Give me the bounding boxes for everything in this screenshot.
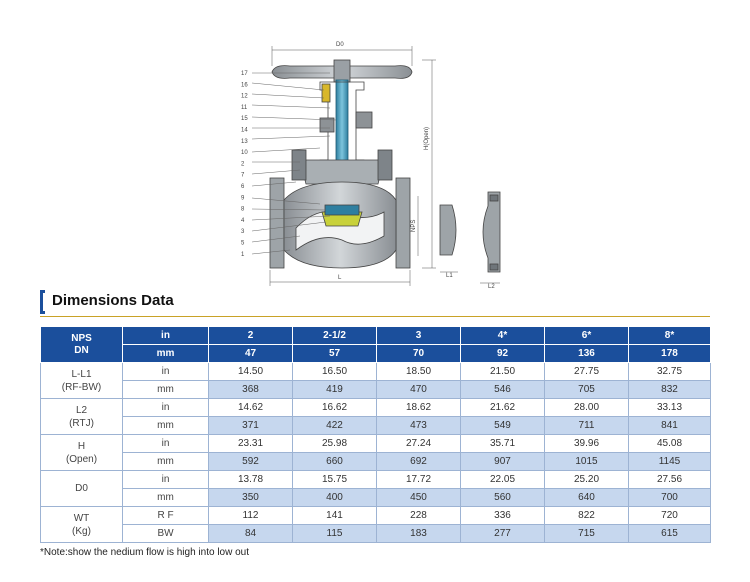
dim-h-open: H(Open) (424, 126, 430, 150)
value-cell: 21.62 (461, 399, 545, 417)
unit-cell: mm (123, 453, 209, 471)
parameter-label-line: L2 (75, 404, 88, 416)
value-cell: 18.62 (377, 399, 461, 417)
table-row (41, 489, 711, 507)
callout-number: 9 (241, 195, 245, 202)
value-cell: 470 (377, 381, 461, 399)
parameter-label (41, 363, 123, 399)
parameter-label (41, 507, 123, 543)
callout-number: 5 (241, 240, 245, 247)
parameter-label (41, 435, 123, 471)
value-cell: 25.20 (545, 471, 629, 489)
callout-number: 10 (241, 150, 248, 157)
unit-cell: mm (123, 489, 209, 507)
size-mm-header: 57 (293, 345, 377, 363)
callout-number: 15 (241, 116, 248, 123)
value-cell: 473 (377, 417, 461, 435)
value-cell: 720 (629, 507, 711, 525)
table-row (41, 417, 711, 435)
unit-header-in: in (123, 327, 209, 345)
callout-number: 13 (241, 138, 248, 145)
value-cell: 18.50 (377, 363, 461, 381)
value-cell: 14.62 (209, 399, 293, 417)
unit-cell: mm (123, 381, 209, 399)
size-in-header: 4* (461, 327, 545, 345)
footnote: *Note:show the nedium flow is high into low out (40, 547, 250, 558)
unit-cell: in (123, 363, 209, 381)
parameter-label-line: H (77, 440, 86, 452)
value-cell: 592 (209, 453, 293, 471)
value-cell: 21.50 (461, 363, 545, 381)
handwheel (272, 60, 412, 82)
size-mm-header: 136 (545, 345, 629, 363)
value-cell: 368 (209, 381, 293, 399)
value-cell: 1145 (629, 453, 711, 471)
value-cell: 822 (545, 507, 629, 525)
value-cell: 546 (461, 381, 545, 399)
value-cell: 832 (629, 381, 711, 399)
value-cell: 450 (377, 489, 461, 507)
value-cell: 115 (293, 525, 377, 543)
value-cell: 692 (377, 453, 461, 471)
value-cell: 711 (545, 417, 629, 435)
value-cell: 33.13 (629, 399, 711, 417)
part-callout-labels (241, 71, 248, 258)
value-cell: 32.75 (629, 363, 711, 381)
value-cell: 39.96 (545, 435, 629, 453)
value-cell: 28.00 (545, 399, 629, 417)
valve-body (270, 178, 410, 268)
table-row (41, 471, 711, 489)
dim-l1: L1 (446, 273, 453, 279)
dn-label: DN (74, 344, 89, 356)
value-cell: 277 (461, 525, 545, 543)
value-cell: 141 (293, 507, 377, 525)
value-cell: 400 (293, 489, 377, 507)
value-cell: 27.56 (629, 471, 711, 489)
section-header (40, 287, 710, 317)
unit-cell: in (123, 435, 209, 453)
value-cell: 27.24 (377, 435, 461, 453)
size-in-header: 6* (545, 327, 629, 345)
nps-dn-header (41, 327, 123, 363)
unit-cell: mm (123, 417, 209, 435)
size-in-header: 2 (209, 327, 293, 345)
value-cell: 17.72 (377, 471, 461, 489)
value-cell: 25.98 (293, 435, 377, 453)
value-cell: 112 (209, 507, 293, 525)
table-body (41, 363, 711, 543)
size-in-header: 3 (377, 327, 461, 345)
callout-number: 4 (241, 217, 245, 224)
value-cell: 419 (293, 381, 377, 399)
table-row (41, 525, 711, 543)
value-cell: 22.05 (461, 471, 545, 489)
table-row (41, 381, 711, 399)
parameter-label-line: D0 (75, 483, 88, 494)
value-cell: 422 (293, 417, 377, 435)
valve-drawing (0, 0, 750, 290)
header-row-in (41, 327, 711, 345)
parameter-label (41, 399, 123, 435)
value-cell: 15.75 (293, 471, 377, 489)
callout-number: 11 (241, 104, 248, 111)
parameter-label-line: L-L1 (71, 368, 92, 380)
dim-l: L (338, 275, 342, 281)
dim-l2: L2 (488, 284, 495, 290)
table-row (41, 453, 711, 471)
value-cell: 27.75 (545, 363, 629, 381)
value-cell: 705 (545, 381, 629, 399)
parameter-label-line: (RTJ) (69, 417, 94, 429)
unit-cell: R F (123, 507, 209, 525)
dim-d0: D0 (336, 42, 344, 48)
parameter-label-line: (RF-BW) (61, 381, 102, 393)
callout-number: 3 (241, 229, 245, 236)
value-cell: 350 (209, 489, 293, 507)
value-cell: 371 (209, 417, 293, 435)
unit-cell: BW (123, 525, 209, 543)
value-cell: 700 (629, 489, 711, 507)
callout-number: 7 (241, 172, 245, 179)
size-mm-header: 178 (629, 345, 711, 363)
size-mm-header: 47 (209, 345, 293, 363)
value-cell: 84 (209, 525, 293, 543)
parameter-label-line: (Open) (65, 453, 98, 465)
callout-number: 14 (241, 127, 248, 134)
unit-cell: in (123, 471, 209, 489)
value-cell: 1015 (545, 453, 629, 471)
callout-number: 16 (241, 82, 248, 89)
value-cell: 907 (461, 453, 545, 471)
dim-nps: NPS (411, 219, 417, 232)
table-row (41, 435, 711, 453)
callout-number: 6 (241, 184, 245, 190)
value-cell: 615 (629, 525, 711, 543)
parameter-label-line: WT (73, 512, 90, 524)
size-in-header: 8* (629, 327, 711, 345)
table-row (41, 507, 711, 525)
value-cell: 228 (377, 507, 461, 525)
bw-end-detail (440, 205, 456, 255)
value-cell: 14.50 (209, 363, 293, 381)
nps-label: NPS (71, 332, 92, 344)
table-row (41, 399, 711, 417)
value-cell: 13.78 (209, 471, 293, 489)
dimensions-table (40, 326, 711, 543)
section-title: Dimensions Data (52, 292, 174, 309)
size-mm-header: 92 (461, 345, 545, 363)
callout-number: 2 (241, 161, 245, 168)
value-cell: 560 (461, 489, 545, 507)
callout-number: 1 (241, 251, 245, 258)
value-cell: 660 (293, 453, 377, 471)
value-cell: 16.62 (293, 399, 377, 417)
header-row-mm (41, 345, 711, 363)
value-cell: 183 (377, 525, 461, 543)
value-cell: 45.08 (629, 435, 711, 453)
value-cell: 336 (461, 507, 545, 525)
section-divider (40, 316, 710, 317)
value-cell: 549 (461, 417, 545, 435)
value-cell: 16.50 (293, 363, 377, 381)
rtj-end-detail (483, 192, 500, 272)
unit-cell: in (123, 399, 209, 417)
value-cell: 715 (545, 525, 629, 543)
size-in-header: 2-1/2 (293, 327, 377, 345)
callout-number: 12 (241, 93, 248, 100)
value-cell: 35.71 (461, 435, 545, 453)
value-cell: 23.31 (209, 435, 293, 453)
table-row (41, 363, 711, 381)
callout-number: 17 (241, 71, 248, 77)
parameter-label-line: (Kg) (72, 525, 91, 537)
value-cell: 640 (545, 489, 629, 507)
section-bracket-icon (40, 290, 45, 314)
value-cell: 841 (629, 417, 711, 435)
parameter-label (41, 471, 123, 507)
unit-header-mm: mm (123, 345, 209, 363)
size-mm-header: 70 (377, 345, 461, 363)
callout-number: 8 (241, 206, 245, 213)
